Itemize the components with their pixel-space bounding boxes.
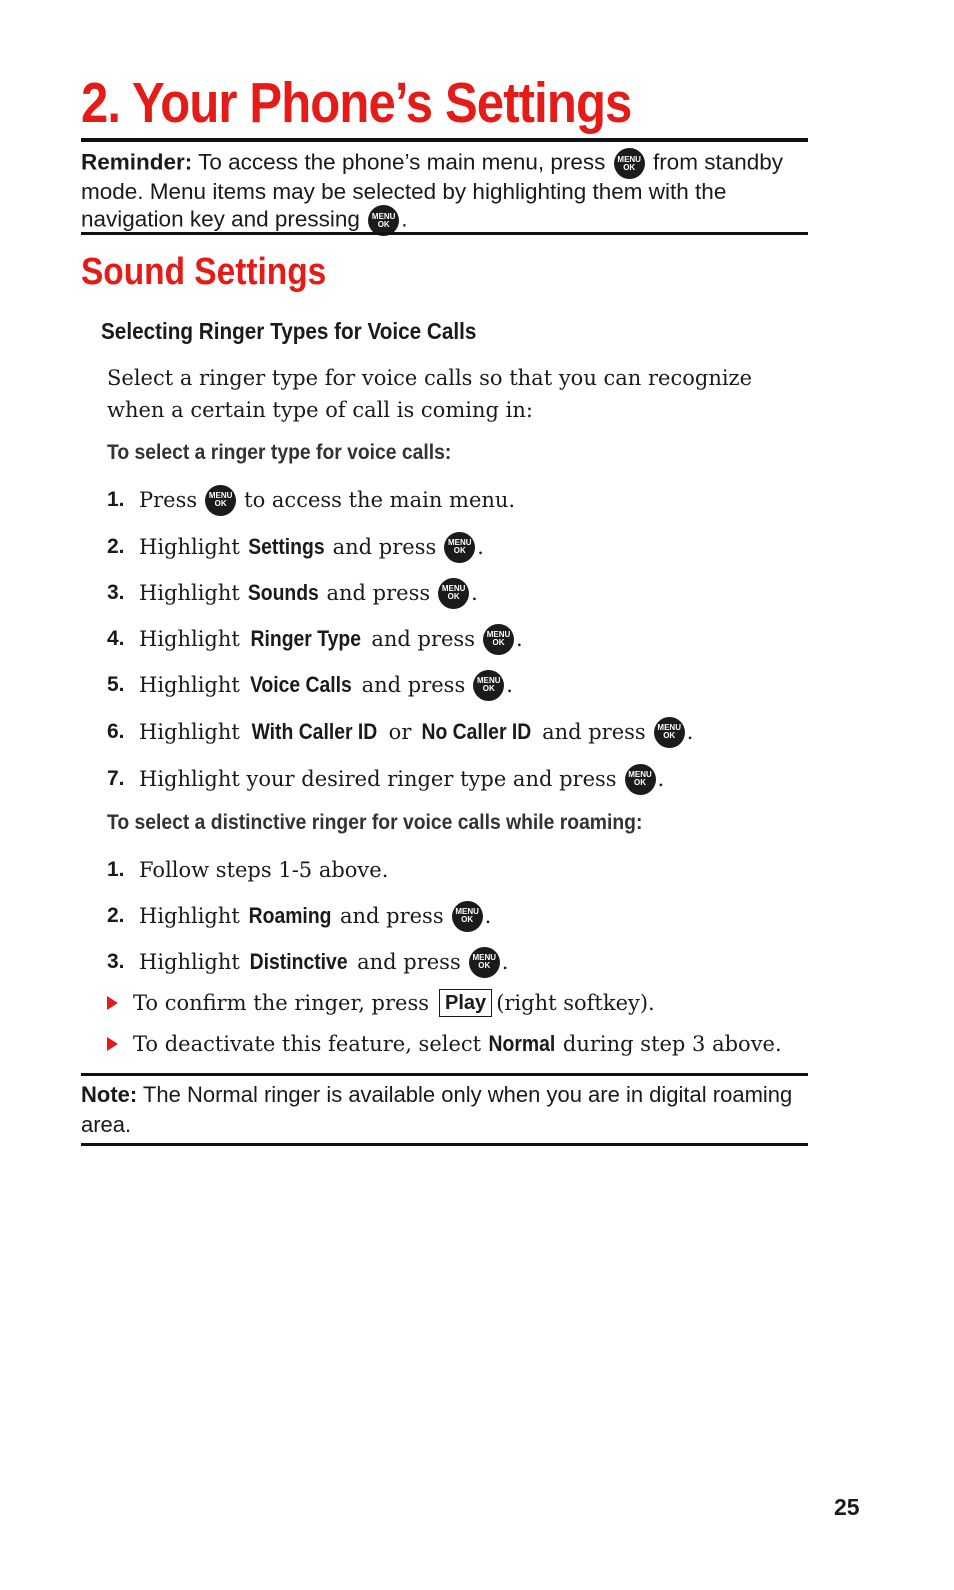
procedure-heading: To select a ringer type for voice calls: <box>107 441 452 464</box>
menu-ok-icon: MENU OK <box>444 532 475 563</box>
menu-option-label: Ringer Type <box>250 626 361 651</box>
step-item: 3. Highlight Sounds and press MENU OK . <box>107 576 478 610</box>
title-rule <box>81 138 808 142</box>
menu-ok-icon: MENU OK <box>368 205 399 236</box>
chapter-title: 2. Your Phone’s Settings <box>81 71 632 135</box>
note-bottom-rule <box>81 1143 808 1146</box>
page-number: 25 <box>834 1494 860 1520</box>
note-top-rule <box>81 1073 808 1076</box>
menu-option-label: Settings <box>248 534 325 559</box>
step-item: 3. Highlight Distinctive and press MENU OK . <box>107 945 508 979</box>
play-softkey-label: Play <box>439 989 492 1017</box>
step-item: 6. Highlight With Caller ID or No Caller ID and press MENU OK . <box>107 715 693 749</box>
subsection-title: Selecting Ringer Types for Voice Calls <box>101 318 477 344</box>
bullet-item: To deactivate this feature, select Normal during step 3 above. <box>107 1027 782 1061</box>
intro-paragraph: Select a ringer type for voice calls so that you can recognize when a certain type of call is coming in: <box>107 366 753 422</box>
step-item: 2. Highlight Roaming and press MENU OK . <box>107 899 491 933</box>
menu-ok-icon: MENU OK <box>473 670 504 701</box>
menu-ok-icon: MENU OK <box>205 485 236 516</box>
menu-ok-icon: MENU OK <box>483 624 514 655</box>
note-label: Note: <box>81 1082 138 1107</box>
menu-option-label: Sounds <box>247 580 319 605</box>
menu-ok-icon: MENU OK <box>452 901 483 932</box>
menu-option-label: No Caller ID <box>421 719 532 744</box>
menu-option-label: Normal <box>488 1031 556 1056</box>
menu-ok-icon: MENU OK <box>654 717 685 748</box>
menu-ok-icon: MENU OK <box>469 947 500 978</box>
note-box: Note: The Normal ringer is available only when you are in digital roaming area. <box>81 1082 793 1137</box>
menu-ok-icon: MENU OK <box>625 764 656 795</box>
menu-ok-icon: MENU OK <box>438 578 469 609</box>
step-item: 5. Highlight Voice Calls and press MENU OK . <box>107 668 513 702</box>
reminder-rule <box>81 232 808 235</box>
triangle-bullet-icon <box>107 996 118 1010</box>
section-title: Sound Settings <box>81 251 327 293</box>
menu-option-label: Distinctive <box>249 949 348 974</box>
menu-option-label: Roaming <box>248 903 332 928</box>
step-item: 7. Highlight your desired ringer type and press MENU OK . <box>107 762 664 796</box>
procedure-heading: To select a distinctive ringer for voice calls while roaming: <box>107 811 643 834</box>
reminder-box: Reminder: To access the phone’s main menu, press MENU OK from standby mode. Menu items may be selected by highlighting them with the navigation key and pressing MENU OK . <box>81 148 808 236</box>
menu-option-label: Voice Calls <box>249 672 352 697</box>
step-item: 2. Highlight Settings and press MENU OK . <box>107 530 484 564</box>
step-item: 1. Press MENU OK to access the main menu. <box>107 483 515 517</box>
menu-ok-icon: MENU OK <box>614 148 645 179</box>
reminder-label: Reminder: <box>81 149 193 175</box>
step-item: 1. Follow steps 1-5 above. <box>107 858 389 882</box>
step-item: 4. Highlight Ringer Type and press MENU OK . <box>107 622 523 656</box>
bullet-item: To confirm the ringer, press Play (right softkey). <box>107 986 655 1020</box>
menu-option-label: With Caller ID <box>251 719 378 744</box>
triangle-bullet-icon <box>107 1037 118 1051</box>
